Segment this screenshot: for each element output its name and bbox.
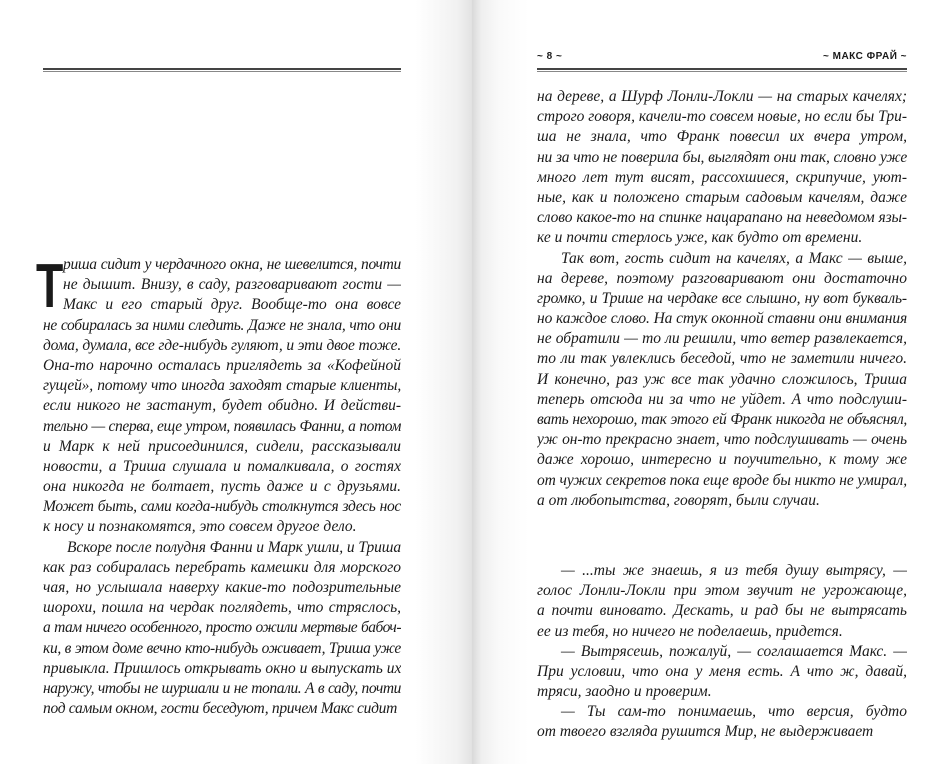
running-head-author: ~ МАКС ФРАЙ ~ xyxy=(823,51,907,62)
text-line: не собиралась за ними следить. Даже не знала, что они xyxy=(43,316,401,334)
text-line: под самым окном, гости беседуют, причем Макс сидит xyxy=(43,700,397,718)
text-line: — ...ты же знаешь, я из тебя душу вытрясу, — xyxy=(561,561,907,579)
text-line: При условии, что она у меня есть. А что ж, давай, xyxy=(537,662,907,680)
text-line: Она-то нарочно осталась приглядеть за «Кофейной xyxy=(43,356,401,374)
text-line: чая, но услышала наверху какие-то подозрительные xyxy=(43,579,401,596)
right-page xyxy=(472,0,944,764)
text-line: к носу и познакомятся, это совсем другое дело. xyxy=(43,518,357,536)
text-line: слово какое-то на спинке нацарапано на неведомом язы- xyxy=(537,209,907,227)
text-line: если никого не застанут, будет обидно. И действи- xyxy=(43,397,401,415)
text-line: на дереве, поэтому разговаривают они достаточно xyxy=(537,269,907,287)
paragraph xyxy=(537,87,907,249)
text-line: Так вот, гость сидит на качелях, а Макс — выше, xyxy=(561,249,907,267)
left-text-column xyxy=(36,252,401,719)
text-line: дома, думала, все где-нибудь гуляют, и эти двое тоже. xyxy=(43,336,401,354)
text-line: ее из тебя, но ничего не поделаешь, придется. xyxy=(537,622,843,640)
text-line: но каждое слово. На стук оконной ставни они внимания xyxy=(537,310,907,328)
header-rule xyxy=(43,68,401,72)
text-line: даже хорошо, интересно и поучительно, к тому же xyxy=(537,451,907,469)
text-line: Макс и его старый друг. Вообще-то она вовсе xyxy=(63,296,401,314)
text-line: от твоего взгляда рушится Мир, не выдерживает xyxy=(537,723,874,741)
text-line: ные, как и положено старым садовым качелям, даже xyxy=(537,188,907,206)
text-line: ки, в этом доме вечно кто-нибудь оживает, Триша уже xyxy=(43,639,401,657)
text-line: она никогда не болтает, пусть даже и с друзьями. xyxy=(43,478,401,496)
text-line: как раз собиралась перебрать камешки для морского xyxy=(43,558,401,576)
text-line: теперь отсюда ни за что не уйдет. А что подслуши- xyxy=(537,390,907,408)
text-line: риша сидит у чердачного окна, не шевелится, почти xyxy=(63,256,401,273)
paragraph xyxy=(43,538,401,720)
page-number: ~ 8 ~ xyxy=(537,51,563,62)
paragraph xyxy=(537,249,907,511)
text-line: от чужих секретов пока еще вроде бы никто не умирал, xyxy=(537,471,907,489)
text-line: громко, и Трише на чердаке все слышно, ну вот букваль- xyxy=(537,289,907,307)
text-line: много лет тут висят, рассохшиеся, скрипучие, уют- xyxy=(537,168,907,186)
text-line: Может быть, сами когда-нибудь столкнутся здесь нос xyxy=(43,498,401,516)
text-line: уж он-то прекрасно знает, что подслушивать — очень xyxy=(537,431,907,449)
text-line: новости, а Триша слушала и помалкивала, о гостях xyxy=(43,457,401,475)
paragraph xyxy=(537,561,907,642)
text-line: строго говоря, качели-то совсем новые, но если бы Три- xyxy=(537,108,907,126)
text-line: гущей», потому что иногда заходят старые клиенты, xyxy=(43,377,401,395)
text-line: тряси, заодно и проверим. xyxy=(537,683,712,701)
text-line: ша не знала, что Франк повесил их вчера утром, xyxy=(537,128,907,146)
text-line: ке и почти стерлось уже, как будто от времени. xyxy=(537,229,863,247)
paragraph xyxy=(537,642,907,703)
text-line: шорохи, пошла на чердак поглядеть, что стряслось, xyxy=(43,599,401,617)
section-break xyxy=(537,511,907,561)
right-text-column xyxy=(537,87,907,743)
header-rule xyxy=(537,68,907,72)
text-line: ни за что не поверила бы, выглядят они так, словно уже xyxy=(537,148,907,166)
text-line: привыкла. Пришлось открывать окно и выпускать их xyxy=(43,659,401,677)
text-line: наружу, чтобы не шуршали и не топали. А в саду, почти xyxy=(43,679,401,697)
paragraph xyxy=(43,255,401,538)
drop-cap: Т xyxy=(36,252,64,321)
text-line: не обратили — то ли решили, что ветер развлекается, xyxy=(537,330,907,348)
text-line: а почти виновато. Дескать, и рад бы не вытрясать xyxy=(537,602,907,620)
text-line: и Марк к ней присоединился, сидели, рассказывали xyxy=(43,437,401,455)
text-line: на дереве, а Шурф Лонли-Локли — на старых качелях; xyxy=(537,88,907,105)
text-line: — Вытрясешь, пожалуй, — соглашается Макс. — xyxy=(561,642,907,660)
text-line: а от любопытства, говорят, были случаи. xyxy=(537,491,820,509)
text-line: вать нехорошо, так этого ей Франк никогда не объяснял, xyxy=(537,411,907,428)
text-line: а там ничего особенного, просто ожили мертвые бабоч- xyxy=(43,619,401,637)
text-line: — Ты сам-то понимаешь, что версия, будто xyxy=(561,703,907,721)
text-line: то ли так увлеклись беседой, что не заметили ничего. xyxy=(537,350,907,368)
text-line: И конечно, раз уж все так удачно сложилось, Триша xyxy=(537,370,907,388)
paragraph xyxy=(537,702,907,742)
text-line: голос Лонли-Локли при этом звучит не угрожающе, xyxy=(537,582,907,600)
text-line: тельно — сперва, еще утром, появилась Фанни, а потом xyxy=(43,417,401,435)
text-line: Вскоре после полудня Фанни и Марк ушли, и Триша xyxy=(67,538,401,556)
text-line: не дышит. Внизу, в саду, разговаривают гости — xyxy=(63,276,401,294)
